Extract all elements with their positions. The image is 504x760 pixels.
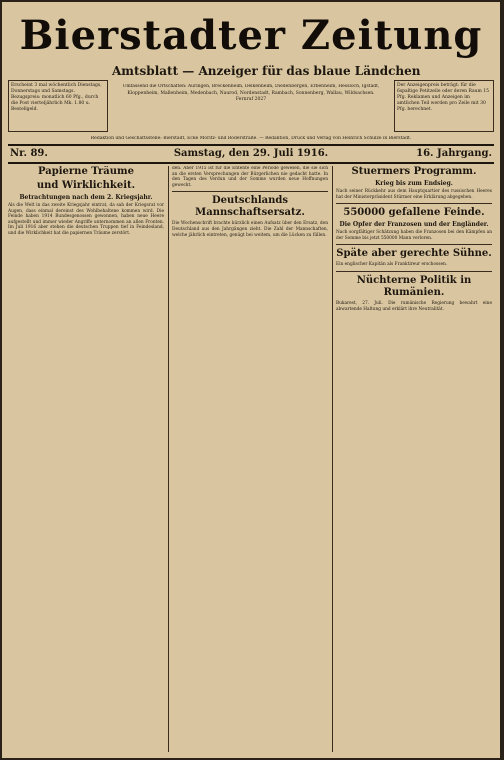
column-rule	[168, 166, 169, 752]
article-text: den. Aber 1915 ist für die Entente eine Periode gewesen, die sie sich an die ersten Versprechungen der Bürgerlichen nie gedacht hatte. In den Tagen des Verdun und der Somme wurden neue Hoffnungen geweckt.	[172, 166, 328, 188]
region-list: Umfassend die Ortschaften: Auringen, Breckenheim, Delkenheim, Diedenbergen, Erbenheim, Hessloch, Igstadt, Kloppenheim, Mallenheim, Medenbach, Naurod, Nordenstadt, Rambach, Sonnenberg, Wallau, Wildsachsen.	[122, 84, 380, 96]
article-heading: Deutschlands Mannschaftsersatz.	[195, 195, 305, 219]
divider	[336, 271, 492, 272]
article-heading: Stuermers Programm.	[351, 166, 477, 177]
article-subheading: Krieg bis zum Endsieg.	[375, 180, 453, 187]
article-text: Bukarest, 27. Juli. Die rumänische Regierung bewahrt eine abwartende Haltung und erklärt ihre Neutralität.	[336, 300, 492, 312]
issue-number: Nr. 89.	[10, 148, 48, 159]
column-3	[336, 166, 492, 752]
article-subheading: Betrachtungen nach dem 2. Kriegsjahr.	[19, 194, 153, 201]
article-text: Als die Welt in das zweite Kriegsjahr eintrat, da sah der Kriegsrat vor Augen, dass einmal dereinst des Wohlbehaltene kommen wird. Die Feinde haben 1914 Bundesgenossen gewonnen, haben neue Heere aufgestellt und immer wieder Angriffe unternommen an allen Fronten. Im Juli 1916 aber stehen die deutschen Truppen tief in Feindesland, und die Wirklichkeit hat die papiernen Träume zerstört.	[8, 203, 164, 236]
divider	[172, 191, 328, 192]
column-2	[172, 166, 328, 752]
masthead-subtitle: Amtsblatt — Anzeiger für das blaue Ländchen	[112, 64, 421, 78]
divider	[336, 203, 492, 204]
region-info	[114, 84, 388, 132]
newspaper-page	[2, 2, 500, 758]
article-text: Ein englischer Kapitän als Franktireur erschossen.	[336, 262, 448, 268]
article-heading: Nüchterne Politik in Rumänien.	[356, 274, 472, 298]
article-heading: Papierne Träume	[38, 166, 134, 177]
divider	[336, 244, 492, 245]
printer-line: Redaktion und Geschäftsstelle: Bierstadt, Ecke Moritz- und Röderstraße. — Redaktion, Druck und Verlag von Heinrich Schulze in Bierstadt.	[90, 136, 412, 141]
article-heading: Späte aber gerechte Sühne.	[336, 248, 492, 260]
article-text: Nach sorgfältiger Schätzung haben die Franzosen bei den Kämpfen an der Somme bis jetzt 550000 Mann verloren.	[336, 230, 492, 241]
subscription-box: Erscheint 3 mal wöchentlich Dienstags, Donnerstags und Samstags. Bezugspreis: monatlich 60 Pfg., durch die Post vierteljährlich Mk. 1.80 u. Bestellgeld.	[8, 80, 108, 132]
column-rule	[332, 166, 333, 752]
column-1	[8, 166, 164, 752]
article-text: Nach seiner Rückkehr aus dem Hauptquartier des russischen Heeres hat der Ministerpräsident Stürmer eine Erklärung abgegeben.	[336, 189, 492, 200]
article-heading: 550000 gefallene Feinde.	[343, 207, 485, 219]
ad-price-box: Der Anzeigenpreis beträgt: für die 6spaltige Petitzeile oder deren Raum 15 Pfg. Reklamen und Anzeigen im amtlichen Teil werden pro Zeile mit 30 Pfg. berechnet.	[394, 80, 494, 132]
issue-date: Samstag, den 29. Juli 1916.	[173, 148, 329, 159]
dateline	[8, 144, 494, 164]
article-text: Die Wochenschrift brachte kürzlich einen Aufsatz über den Ersatz, den Deutschland aus den Jahrgängen zieht. Die Zahl der Mannschaften, welche jährlich eintreten, genügt bei weitem, um die Lücken zu füllen.	[172, 221, 328, 238]
masthead-title: Bierstadter Zeitung	[19, 12, 483, 59]
article-heading: und Wirklichkeit.	[36, 180, 136, 191]
phone-number: Fernruf 2027	[235, 97, 267, 102]
article-subheading: Die Opfer der Franzosen und der Engländer.	[339, 221, 489, 229]
issue-year: 16. Jahrgang.	[416, 148, 492, 159]
